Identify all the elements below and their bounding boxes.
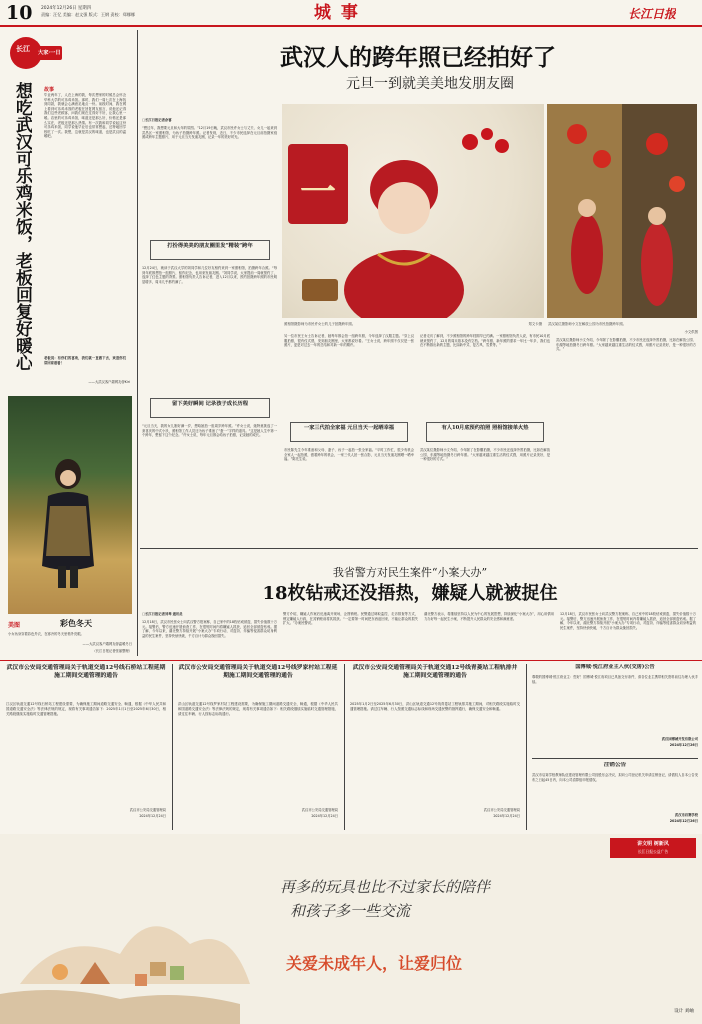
ad-1-body: 尊敬的国博城·悦江府业主：您好！国博城·悦江府项目已具备交付条件，请各位业主携带相关资料前往办理入伙手续。 — [532, 675, 698, 684]
notice-2-title: 武汉市公安局交通管理局关于轨道交通12号线罗家村站工程延期施工期间交通管理的通告 — [178, 665, 338, 680]
notice-1 — [6, 664, 166, 830]
ad-1-title: 国博城·悦江府业主入伙(交房)公告 — [575, 664, 655, 670]
editors-line: 责编：汪忆 美编：赵文强 版式：王钢 责校：郑娜娜 — [41, 12, 135, 17]
ad-2-sign: 武汉市启赛学校 — [674, 813, 698, 817]
ad-1 — [532, 664, 698, 756]
promo-illustration-icon — [0, 834, 702, 1024]
masthead-rule — [0, 25, 702, 27]
promo-tag-bottom: 长江日报公益广告 — [637, 849, 669, 854]
feature-lead: “想过年，我想要元旦和大年的氛围。”12月19日晚，武汉市民许女士与丈夫、女儿一起来到武昌区一家照相馆，为孩子拍摄跨年照。记者发现，近日，不少市民选择在元旦前拍摄家庭照或跨年主题照片，用于元旦当天发朋友圈，记录一年的美好时光。 — [142, 126, 277, 140]
column-quote: 老板说：有你们的喜欢，我们就一直做下去，欢迎你们常回家看看！ — [44, 356, 126, 365]
notice-3-title: 武汉市公安局交通管理局关于轨道交通12号线青菱站工程轨排井施工期间交通管理的通告 — [352, 665, 518, 680]
feature-body-2: “元旦当天，我的女儿刚好满一岁，想给她拍一组周岁跨年照。”许女士说，她特意挑选了一套喜庆的中式小袄，照相馆工作人员还为孩子准备了“蛋一”字样的道具。“这是她人生中第一个跨年，想留下这个纪念。”许女士说，每年元旦都会给孩子拍照，记录她的成长。 — [142, 424, 277, 438]
baby-figure-icon — [282, 104, 544, 318]
date-line: 2024年12月26日 星期四 — [41, 6, 92, 11]
girl-figure-icon — [8, 396, 132, 614]
notice-1-date: 2024年12月24日 — [139, 814, 166, 818]
column-vertical-title: 想吃武汉可乐鸡米饭，老板回复好暖心 — [12, 82, 32, 371]
feature-byline: □长江日报记者余睿 — [142, 118, 172, 122]
section-title: 城 事 — [314, 3, 360, 23]
feature-body-5: 记者走访了解到，不少照相馆的跨年档期早已约满。一家照相馆负责人说，有市民10月底就来预约了，12月的周末基本没有空档。“跨年照、新年照的需求一年比一年多，我们也在不断推出新的主题，比如新中式、复古风、雪景等。” — [420, 334, 550, 348]
promo-footer: 设计 刘岫 — [674, 1009, 694, 1014]
notice-2 — [178, 664, 338, 830]
police-body-3: 湖北警方表示，将继续坚持以人民为中心的发展思想，持续深化“小案大办”，用心用情用力办好每一起民生小案，不断提升人民群众的安全感和满意度。 — [424, 612, 554, 621]
notice-3-body: 2025年1月2日至2025年6月30日，洪山区轨道交通12号线青菱站工程轨排井施工期间，对相关路段实施临时交通管理措施。请过往车辆、行人按照交通标志标线和现场交通民警的指挥通行，确保交通安全和畅通。 — [350, 702, 520, 711]
notice-2-date: 2024年12月24日 — [311, 814, 338, 818]
subhead-2: 留下美好瞬间 记录孩子成长历程 — [150, 398, 270, 418]
notice-3-date: 2024年12月24日 — [493, 814, 520, 818]
feature-body-1: 12月24日，就读于武汉大学的刘同学和几位好友相约来到一家照相馆，拍摄跨年合照。“每到年底都想拍一组照片，留作纪念，也用来发朋友圈。”刘同学说，大家提前一周就预约了，选择了红色主题的背景。照相馆负责人告诉记者，进入12月以来，预约拍摄跨年照的市民明显增多，周末几乎都约满了。 — [142, 266, 277, 284]
feature-photo-park — [547, 104, 697, 318]
police-title: 18枚钻戒还没捂热，嫌疑人就被捉住 — [262, 583, 558, 604]
ad-2-body: 武汉市启赛学校教师队伍建设管理有限公司经股东会决议，拟向公司登记机关申请注销登记，请债权人自本公告发布之日起45日内，向本公司清算组申报债权。 — [532, 773, 698, 782]
ad-divider — [532, 758, 698, 759]
brand-logo: 长江日报 — [628, 7, 677, 21]
police-kicker: 我省警方对民生案件“小案大办” — [332, 566, 488, 579]
promo-tag-top: 讲文明 树新风 — [637, 841, 669, 847]
svg-text:一: 一 — [299, 171, 337, 213]
ad-1-date: 2024年12月26日 — [669, 743, 698, 747]
feature-body-side: 武汉某位摄影师小文介绍，今年除了在影棚拍摄，不少市民还选择外景拍摄，比如在解放公园、东湖等地拍摄冬日跨年照。“大家越来越注重生活的仪式感，用照片记录美好，是一种很好的方式。” — [556, 338, 696, 352]
promo-slogan: 关爱未成年人，让爱归位 — [286, 954, 463, 973]
column-credit: ——大武汉客户端网友@Kiri — [88, 380, 130, 384]
notice-divider-2 — [344, 664, 345, 830]
ad-2-date: 2024年12月26日 — [669, 819, 698, 823]
ad-2 — [532, 762, 698, 830]
badge-top: 长江 — [16, 44, 30, 53]
notice-divider-1 — [172, 664, 173, 830]
feature-body-4: 市民陈先生今年准备和父母、妻子、孩子一起拍一张全家福。“平时工作忙，很少有机会全家人一起拍照，借着跨年的机会，一家三代人拍一张合影，元旦当天发朋友圈晒一晒幸福。”陈先生说。 — [284, 448, 414, 462]
police-body-4: 12月18日，武汉市民张女士向武汉警方报案称，自己家中的18枚钻戒被盗，损失价值数十万元。接警后，警方迅速开展侦查工作，在很短时间内将嫌疑人抓获，追回全部被盗钻戒。据了解，今年以来，湖北警方持续开展“小案大办”专项行动，对盗窃、诈骗等侵害群众切身利益的民生案件，坚持快侦快破，千方百计为群众挽回损失。 — [560, 612, 696, 630]
page-number: 10 — [6, 2, 33, 24]
meimei-org: （长江日报记者张丽整理） — [92, 649, 132, 653]
column-body: 毕业两年了，人在上海的我，每次想家的时候总会怀念华科大学的可乐鸡米饭。那时，我们一周七次在上海找到同款，我就会心满意足地点一份。前段时间，我在网上看到可乐鸡米饭的老板在回复网友留言，说他还记得我们这些老顾客，问我们现在过得好不好，让我心里一暖。店里的可乐鸡米饭，味道还是那么好，价格还是那么实在，老板还是那么热情。有一次我和同学说起这份可乐鸡米饭，同学说他毕业后也常常想起，还特地回学校吃了一次。我想，这就是武汉的味道，也是武汉的温暖吧。 — [44, 93, 126, 139]
promo-panel — [0, 834, 702, 1024]
police-body-2: 警方介绍，嫌疑人作案后迅速离开现场，企图销赃。民警通过调取监控、走访排查等方式，锁定嫌疑人行踪，在其销赃前将其抓获。“一定要第一时间把东西追回来，不能让群众的损失扩大。”办案民警说。 — [283, 612, 418, 626]
meimei-title: 彩色冬天 — [60, 618, 92, 628]
meimei-credit: ——大武汉客户端网友@温暖冬日 — [82, 642, 132, 646]
feature-subtitle: 元旦一到就美美地发朋友圈 — [346, 76, 514, 92]
feature-photo-baby — [282, 104, 544, 318]
ad-1-sign: 武汉国博城开发有限公司 — [661, 737, 698, 741]
feature-photo-credit-1: 郑文卡摄 — [528, 322, 542, 326]
feature-bottom-rule — [140, 548, 698, 549]
feature-photo-caption-2: 武汉某位摄影师小文在解放公园为市民拍摄跨年照。 — [548, 322, 626, 326]
masthead — [0, 0, 702, 28]
promo-line-1: 再多的玩具也比不过家长的陪伴 — [280, 878, 491, 896]
feature-title: 武汉人的跨年照已经拍好了 — [280, 44, 556, 71]
column-label: 故事 — [44, 87, 55, 93]
column-badge — [8, 33, 64, 73]
notice-1-sign: 武汉市公安局交通管理局 — [129, 808, 166, 812]
feature-body-3: 另一位市民王女士告诉记者，她每年都会拍一组跨年照，今年选择了汉服主题。“穿上汉服拍照，很有仪式感，发到朋友圈里，大家都说好看。”王女士说，跨年照不仅仅是一张照片，更是对过去一年的总结和对新一年的期许。 — [284, 334, 414, 348]
meimei-photo — [8, 396, 132, 614]
notice-1-body: 江汉区轨道交通12号线石桥站工程建设需要，为确保施工期间道路交通安全、畅通，根据《中华人民共和国道路交通安全法》等法律法规的规定，现将有关事项通告如下：2025年1月1日至2025年6月30日，相关路段继续实施临时交通管理措施。 — [6, 702, 166, 716]
police-body-1: 12月18日，武汉市民张女士向武汉警方报案称，自己家中的18枚钻戒被盗，损失价值数十万元。接警后，警方迅速开展侦查工作，在很短时间内将嫌疑人抓获，追回全部被盗钻戒。据了解，今年以来，湖北警方持续开展“小案大办”专项行动，对盗窃、诈骗等侵害群众切身利益的民生案件，坚持快侦快破，千方百计为群众挽回损失。 — [142, 620, 277, 638]
meimei-caption: 小女孩身穿着彩色外衣，在寒冷的冬天里格外亮眼。 — [8, 632, 84, 636]
ad-2-title: 注销公告 — [603, 762, 627, 768]
notice-3 — [350, 664, 520, 830]
park-lanterns-icon — [547, 104, 697, 318]
notice-1-title: 武汉市公安局交通管理局关于轨道交通12号线石桥站工程延期施工期间交通管理的通告 — [6, 665, 166, 680]
notices-top-rule — [0, 660, 702, 661]
notice-3-sign: 武汉市公安局交通管理局 — [483, 808, 520, 812]
feature-photo-credit-2: 小文供图 — [684, 330, 698, 334]
column-divider — [137, 30, 138, 656]
meimei-label: 美图 — [8, 622, 21, 629]
notice-divider-3 — [526, 664, 527, 830]
notice-2-body: 洪山区轨道交通12号线罗家村站工程建设需要，为确保施工期间道路交通安全、畅通，根据《中华人民共和国道路交通安全法》等法律法规的规定，现将有关事项通告如下：相关路段继续实施临时交通管理措施，请过往车辆、行人按标志标线通行。 — [178, 702, 338, 716]
subhead-3: 一家三代拍全家福 元旦当天一起晒幸福 — [290, 422, 408, 442]
promo-line-2: 和孩子多一些交流 — [290, 902, 411, 920]
subhead-4: 有人10月底预约拍照 照相馆接单火热 — [426, 422, 544, 442]
badge-bottom: 大家·一日 — [38, 50, 61, 56]
feature-photo-caption-1: 照相馆摄影师为市民许女士的儿子拍摄跨年照。 — [284, 322, 356, 326]
feature-body-6: 武汉某位摄影师小文介绍，今年除了在影棚拍摄，不少市民还选择外景拍摄，比如在解放公园、东湖等地拍摄冬日跨年照。“大家越来越注重生活的仪式感，用照片记录美好，是一种很好的方式。” — [420, 448, 550, 462]
notice-2-sign: 武汉市公安局交通管理局 — [301, 808, 338, 812]
police-byline: □长江日报记者刘琴 通讯员 — [142, 612, 183, 616]
subhead-1: 打扮得美美的朋友圈里发“精装”跨年 — [150, 240, 270, 260]
